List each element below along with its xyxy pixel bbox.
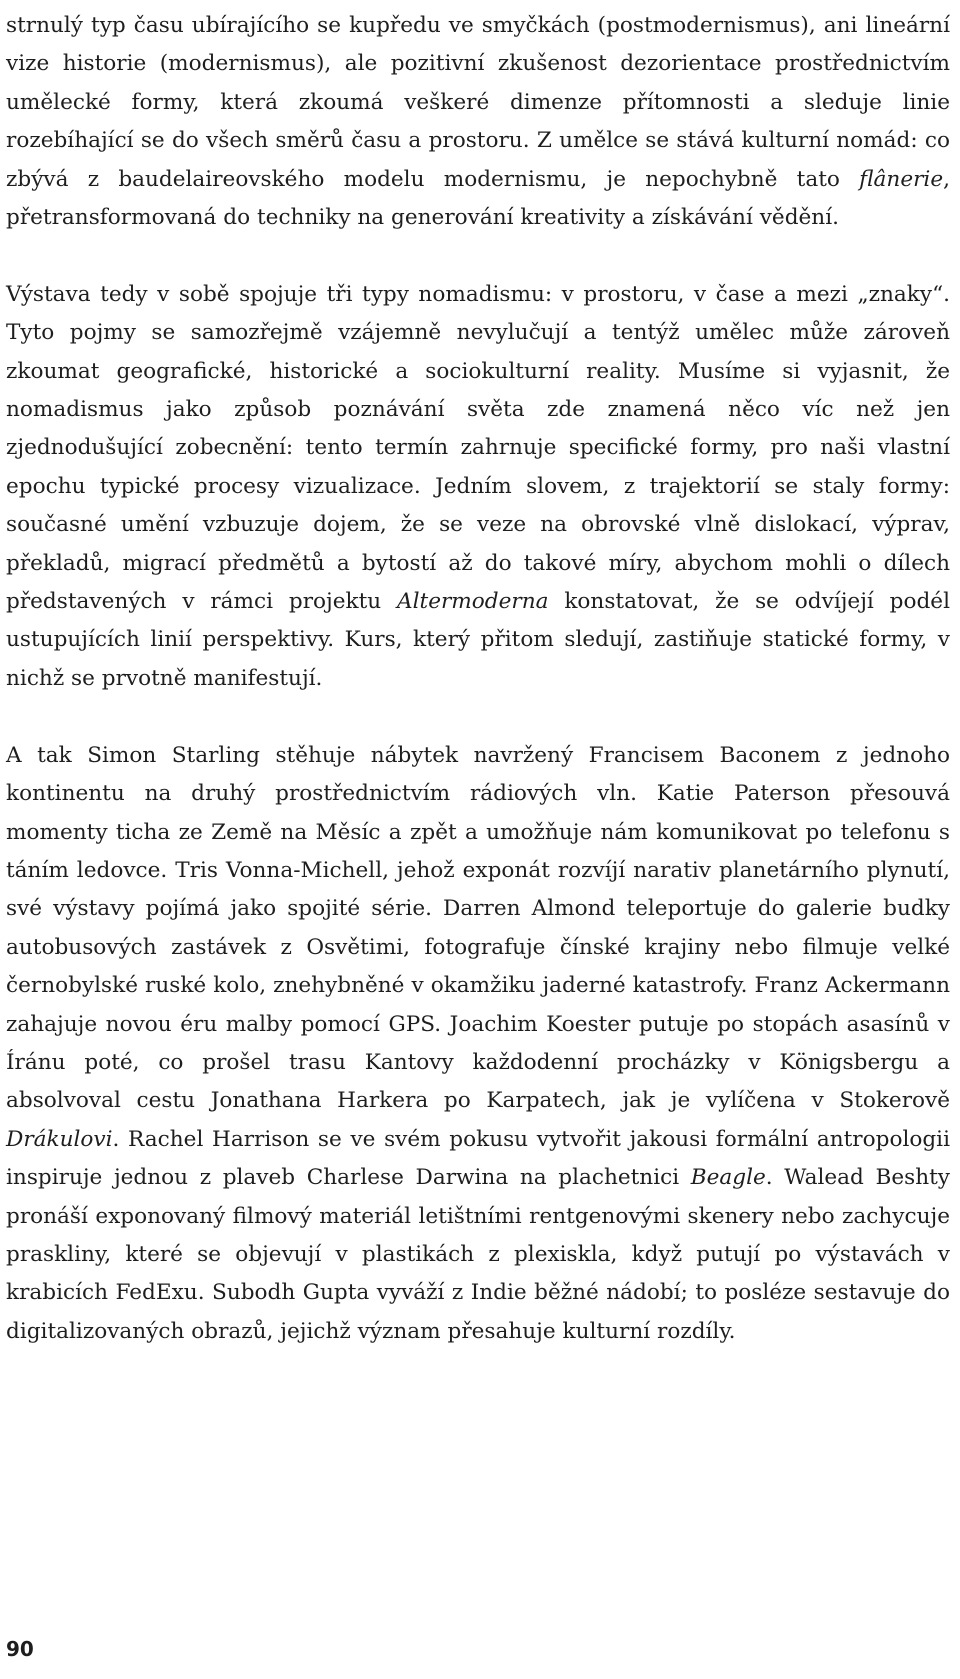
text-segment: konstatovat, že se odvíjejí podél ustupujících linií perspektivy. Kurs, který přitom sledují, zastiňuje statické formy, v nichž se prvotně manifestují. [6, 589, 950, 691]
paragraph-1 [6, 7, 950, 237]
text-segment: strnulý typ času ubírajícího se kupředu ve smyčkách (postmodernismus), ani lineární vize historie (modernismus), ale pozitivní zkušenost dezorientace prostřednictvím umělecké formy, která zkoumá veškeré dimenze přítomnosti a sleduje linie rozebíhající se do všech směrů času a prostoru. Z umělce se stává kulturní nomád: co zbývá z baudelaireovského modelu modernismu, je nepochybně tato [6, 13, 950, 192]
page-number: 90 [6, 1637, 34, 1661]
italic-ship-name: Beagle [690, 1165, 766, 1191]
text-segment: . Walead Beshty pronáší exponovaný filmový materiál letištními rentgenovými skenery nebo zachycuje praskliny, které se objevují v plastikách z plexiskla, když putují po výstavách v krabicích FedExu. Subodh Gupta vyváží z Indie běžné nádobí; to posléze sestavuje do digitalizovaných obrazů, jejichž význam přesahuje kulturní rozdíly. [6, 1165, 950, 1344]
text-segment: A tak Simon Starling stěhuje nábytek navržený Francisem Baconem z jednoho kontinentu na druhý prostřednictvím rádiových vln. Katie Paterson přesouvá momenty ticha ze Země na Měsíc a zpět a umožňuje nám komunikovat po telefonu s táním ledovce. Tris Vonna-Michell, jehož exponát rozvíjí narativ planetárního plynutí, své výstavy pojímá jako spojité série. Darren Almond teleportuje do galerie budky autobusových zastávek z Osvětimi, fotografuje čínské krajiny nebo filmuje velké černobylské ruské kolo, znehybněné v okamžiku jaderné katastrofy. Franz Ackermann zahajuje novou éru malby pomocí GPS. Joachim Koester putuje po stopách asasínů v Íránu poté, co prošel trasu Kantovy každodenní procházky v Königsbergu a absolvoval cestu Jonathana Harkera po Karpatech, jak je vylíčena v Stokerově [6, 742, 950, 1114]
paragraph-3 [6, 737, 950, 1352]
text-body [6, 7, 950, 1351]
italic-title: Altermoderna [397, 589, 549, 615]
text-segment: Výstava tedy v sobě spojuje tři typy nomadismu: v prostoru, v čase a mezi „znaky“. Tyto pojmy se samozřejmě vzájemně nevylučují a tentýž umělec může zároveň zkoumat geografické, historické a sociokulturní reality. Musíme si vyjasnit, že nomadismus jako způsob poznávání světa zde znamená něco víc než jen zjednodušující zobecnění: tento termín zahrnuje specifické formy, pro naši vlastní epochu typické procesy vizualizace. Jedním slovem, z trajektorií se staly formy: současné umění vzbuzuje dojem, že se veze na obrovské vlně dislokací, výprav, překladů, migrací předmětů a bytostí až do takové míry, abychom mohli o dílech představených v rámci projektu [6, 281, 950, 615]
italic-term: flânerie [859, 166, 944, 192]
text-segment: , přetransformovaná do techniky na generování kreativity a získávání vědění. [6, 166, 950, 231]
text-segment: . Rachel Harrison se ve svém pokusu vytvořit jakousi formální antropologii inspiruje jednou z plaveb Charlese Darwina na plachetnici [6, 1126, 950, 1191]
paragraph-2 [6, 276, 950, 698]
italic-title: Drákulovi [6, 1126, 113, 1152]
